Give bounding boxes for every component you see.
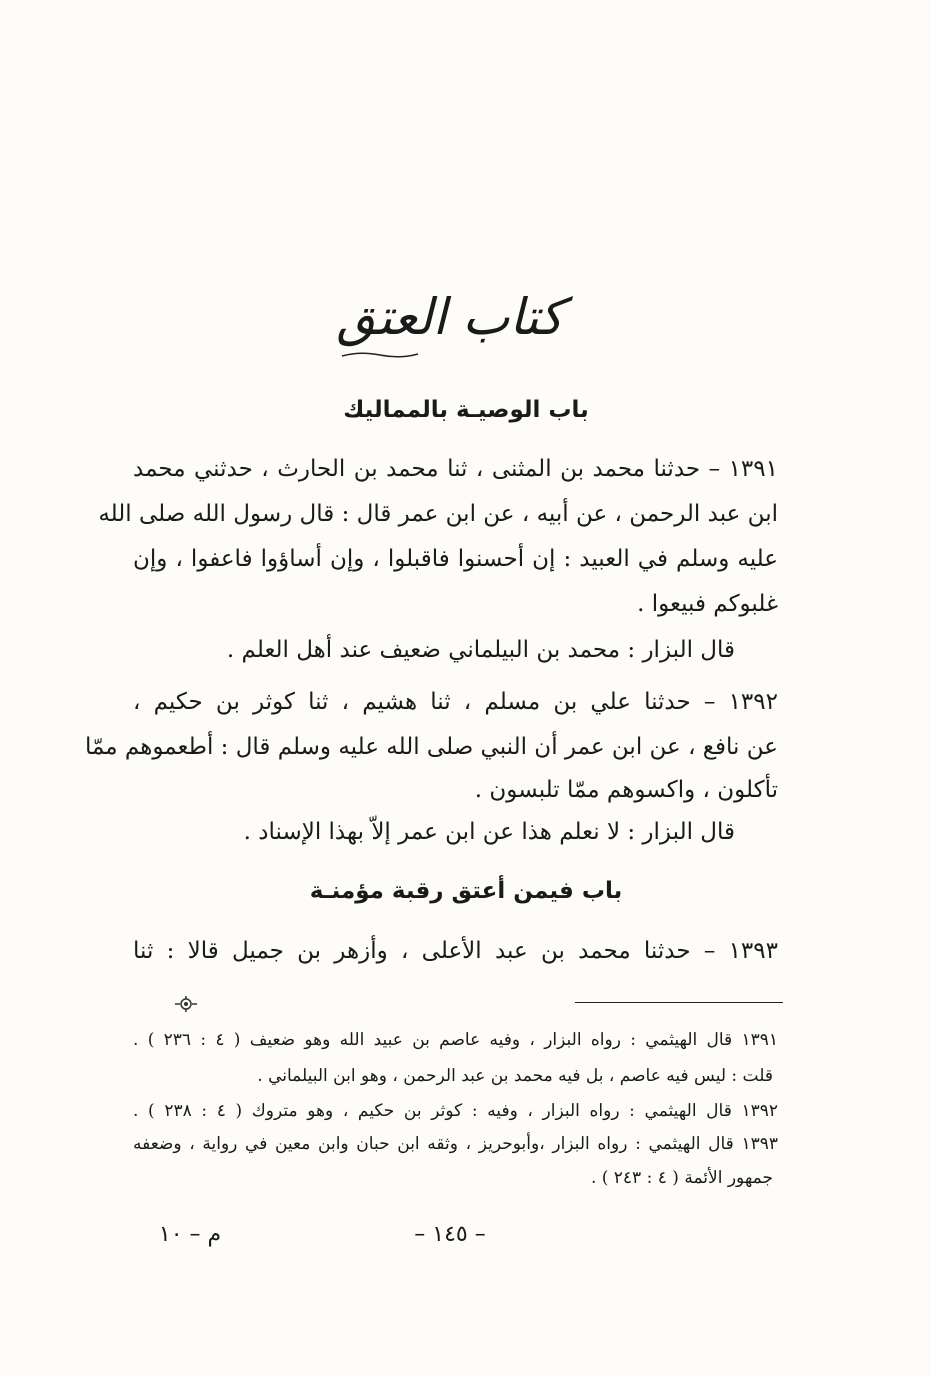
page-number: – ١٤٥ – <box>414 1222 486 1247</box>
bazzar-comment-1392: قال البزار : لا نعلم هذا عن ابن عمر إلاّ بهذا الإسناد . <box>243 819 735 845</box>
chapter-heading-freeing-believer: باب فيمن أعتق رقبة مؤمنـة <box>309 878 623 904</box>
ornament-icon <box>172 995 200 1013</box>
hadith-1392-line: ١٣٩٢ – حدثنا علي بن مسلم ، ثنا هشيم ، ثنا كوثر بن حكيم ، <box>133 689 778 715</box>
chapter-heading-servants: باب الوصيـة بالمماليك <box>343 397 589 423</box>
footnote-line: ١٣٩٢ قال الهيثمي : رواه البزار ، وفيه : كوثر بن حكيم ، وهو متروك ( ٤ : ٢٣٨ ) . <box>133 1101 778 1121</box>
hadith-1391-line: غلبوكم فبيعوا . <box>637 591 778 617</box>
footnote-line: ١٣٩١ قال الهيثمي : رواه البزار ، وفيه عاصم بن عبيد الله وهو ضعيف ( ٤ : ٢٣٦ ) . <box>133 1030 778 1050</box>
title-flourish-ornament <box>340 350 420 360</box>
bazzar-comment-1391: قال البزار : محمد بن البيلماني ضعيف عند أهل العلم . <box>226 637 735 663</box>
hadith-1391-line: عليه وسلم في العبيد : إن أحسنوا فاقبلوا ، وإن أساؤوا فاعفوا ، وإن <box>133 546 778 572</box>
hadith-1392-line: تأكلون ، واكسوهم ممّا تلبسون . <box>474 777 778 803</box>
footnote-line: ١٣٩٣ قال الهيثمي : رواه البزار ،وأبوحريز ، وثقه ابن حبان وابن معين في رواية ، وضعفه <box>133 1134 778 1154</box>
footnote-line: جمهور الأئمة ( ٤ : ٢٤٣ ) . <box>590 1168 773 1188</box>
book-title: كتاب العتق <box>336 288 564 346</box>
footnote-line: قلت : ليس فيه عاصم ، بل فيه محمد بن عبد الرحمن ، وهو ابن البيلماني . <box>257 1066 773 1086</box>
hadith-1393-line: ١٣٩٣ – حدثنا محمد بن عبد الأعلى ، وأزهر بن جميل قالا : ثنا <box>133 938 778 964</box>
hadith-1391-line: ابن عبد الرحمن ، عن أبيه ، عن ابن عمر قال : قال رسول الله صلى الله <box>98 501 778 527</box>
hadith-1391-line: ١٣٩١ – حدثنا محمد بن المثنى ، ثنا محمد بن الحارث ، حدثني محمد <box>133 456 778 482</box>
signature-mark: م – ١٠ <box>158 1222 222 1247</box>
footnote-separator <box>575 1002 783 1003</box>
hadith-1392-line: عن نافع ، عن ابن عمر أن النبي صلى الله عليه وسلم قال : أطعموهم ممّا <box>85 734 778 760</box>
